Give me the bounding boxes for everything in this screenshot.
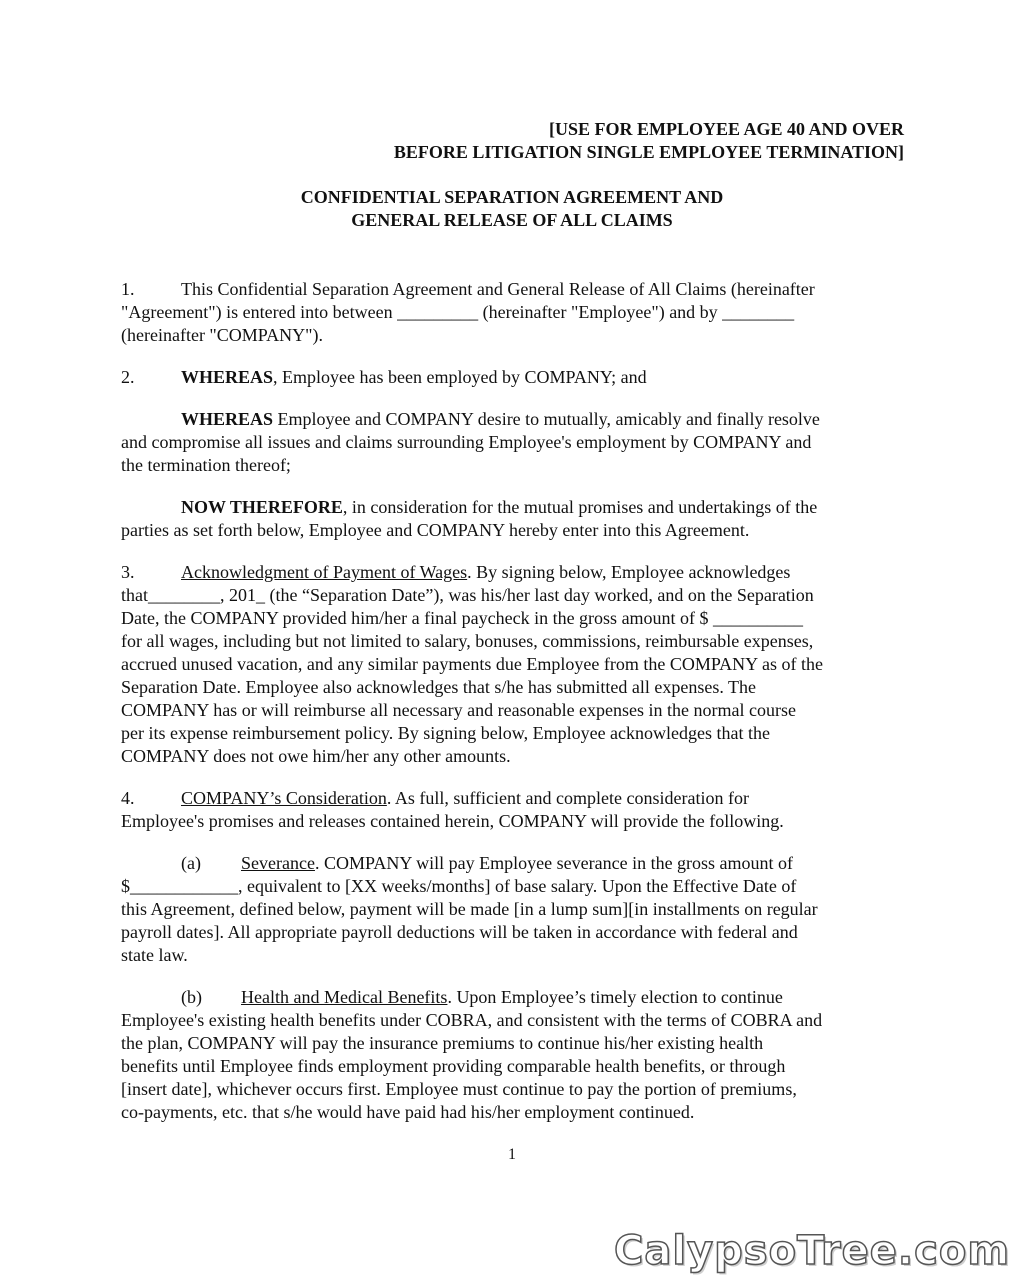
paragraph-line: , in consideration for the mutual promises and undertakings of the	[342, 497, 818, 517]
paragraph-line: . Upon Employee’s timely election to continue	[447, 987, 783, 1007]
paragraph-now-therefore	[121, 496, 911, 542]
now-therefore-bold: NOW THEREFORE	[181, 497, 343, 517]
paragraph-line: this Agreement, defined below, payment will be made [in a lump sum][in installments on regular	[121, 899, 818, 919]
subsection-heading: Health and Medical Benefits	[241, 987, 448, 1007]
paragraph-line: . By signing below, Employee acknowledges	[467, 562, 791, 582]
paragraph-line: Employee's existing health benefits under COBRA, and consistent with the terms of COBRA and	[121, 1010, 823, 1030]
paragraph-1-line: "Agreement") is entered into between _________ (hereinafter "Employee") and by ________	[121, 302, 795, 322]
paragraph-4-number: 4.	[121, 788, 135, 808]
paragraph-line: Employee's promises and releases contained herein, COMPANY will provide the following.	[121, 811, 784, 831]
whereas-bold: WHEREAS	[181, 367, 274, 387]
paragraph-3	[121, 561, 911, 768]
page-number: 1	[508, 1146, 516, 1163]
usage-header	[394, 118, 904, 164]
paragraph-line: Separation Date. Employee also acknowledges that s/he has submitted all expenses. The	[121, 677, 756, 697]
paragraph-line: for all wages, including but not limited to salary, bonuses, commissions, reimbursable expenses,	[121, 631, 814, 651]
paragraph-2-text: , Employee has been employed by COMPANY; and	[273, 367, 647, 387]
document-title	[0, 186, 1024, 232]
paragraph-line: per its expense reimbursement policy. By signing below, Employee acknowledges that the	[121, 723, 771, 743]
document-title-line-2: GENERAL RELEASE OF ALL CLAIMS	[351, 210, 673, 230]
paragraph-line: . As full, sufficient and complete consideration for	[386, 788, 749, 808]
section-heading: Acknowledgment of Payment of Wages	[181, 562, 468, 582]
paragraph-line: COMPANY does not owe him/her any other amounts.	[121, 746, 511, 766]
whereas-bold: WHEREAS	[181, 409, 274, 429]
subparagraph-label: (a)	[181, 853, 201, 873]
paragraph-line: the termination thereof;	[121, 455, 291, 475]
paragraph-1	[121, 278, 911, 347]
document-body	[121, 278, 911, 1143]
paragraph-whereas-2	[121, 408, 911, 477]
paragraph-1-line: (hereinafter "COMPANY").	[121, 325, 323, 345]
paragraph-2-number: 2.	[121, 367, 135, 387]
paragraph-line: [insert date], whichever occurs first. Employee must continue to pay the portion of premiums,	[121, 1079, 797, 1099]
paragraph-line: . COMPANY will pay Employee severance in the gross amount of	[314, 853, 794, 873]
paragraph-line: that________, 201_ (the “Separation Date”), was his/her last day worked, and on the Separation	[121, 585, 814, 605]
paragraph-line: $____________, equivalent to [XX weeks/months] of base salary. Upon the Effective Date of	[121, 876, 797, 896]
paragraph-line: COMPANY has or will reimburse all necessary and reasonable expenses in the normal course	[121, 700, 796, 720]
paragraph-1-number: 1.	[121, 279, 135, 299]
paragraph-1-line: This Confidential Separation Agreement and General Release of All Claims (hereinafter	[181, 279, 815, 299]
subparagraph-a	[121, 852, 911, 967]
usage-header-line-2: BEFORE LITIGATION SINGLE EMPLOYEE TERMINATION]	[393, 142, 904, 162]
paragraph-line: state law.	[121, 945, 188, 965]
section-heading: COMPANY’s Consideration	[181, 788, 387, 808]
paragraph-4	[121, 787, 911, 833]
paragraph-line: accrued unused vacation, and any similar payments due Employee from the COMPANY as of the	[121, 654, 823, 674]
usage-header-line-1: [USE FOR EMPLOYEE AGE 40 AND OVER	[548, 119, 904, 139]
paragraph-line: benefits until Employee finds employment providing comparable health benefits, or through	[121, 1056, 786, 1076]
paragraph-line: co-payments, etc. that s/he would have paid had his/her employment continued.	[121, 1102, 695, 1122]
document-title-line-1: CONFIDENTIAL SEPARATION AGREEMENT AND	[300, 187, 724, 207]
paragraph-line: and compromise all issues and claims surrounding Employee's employment by COMPANY and	[121, 432, 812, 452]
subparagraph-label: (b)	[181, 987, 202, 1007]
subsection-heading: Severance	[241, 853, 315, 873]
paragraph-line: Date, the COMPANY provided him/her a final paycheck in the gross amount of $ __________	[121, 608, 804, 628]
paragraph-line: the plan, COMPANY will pay the insurance premiums to continue his/her existing health	[121, 1033, 764, 1053]
paragraph-2	[121, 366, 911, 389]
paragraph-3-number: 3.	[121, 562, 135, 582]
paragraph-line: parties as set forth below, Employee and COMPANY hereby enter into this Agreement.	[121, 520, 750, 540]
paragraph-line: Employee and COMPANY desire to mutually, amicably and finally resolve	[273, 409, 820, 429]
paragraph-line: payroll dates]. All appropriate payroll deductions will be taken in accordance with federal and	[121, 922, 798, 942]
subparagraph-b	[121, 986, 911, 1124]
watermark-logo: CalypsoTree.com	[614, 1228, 1010, 1274]
